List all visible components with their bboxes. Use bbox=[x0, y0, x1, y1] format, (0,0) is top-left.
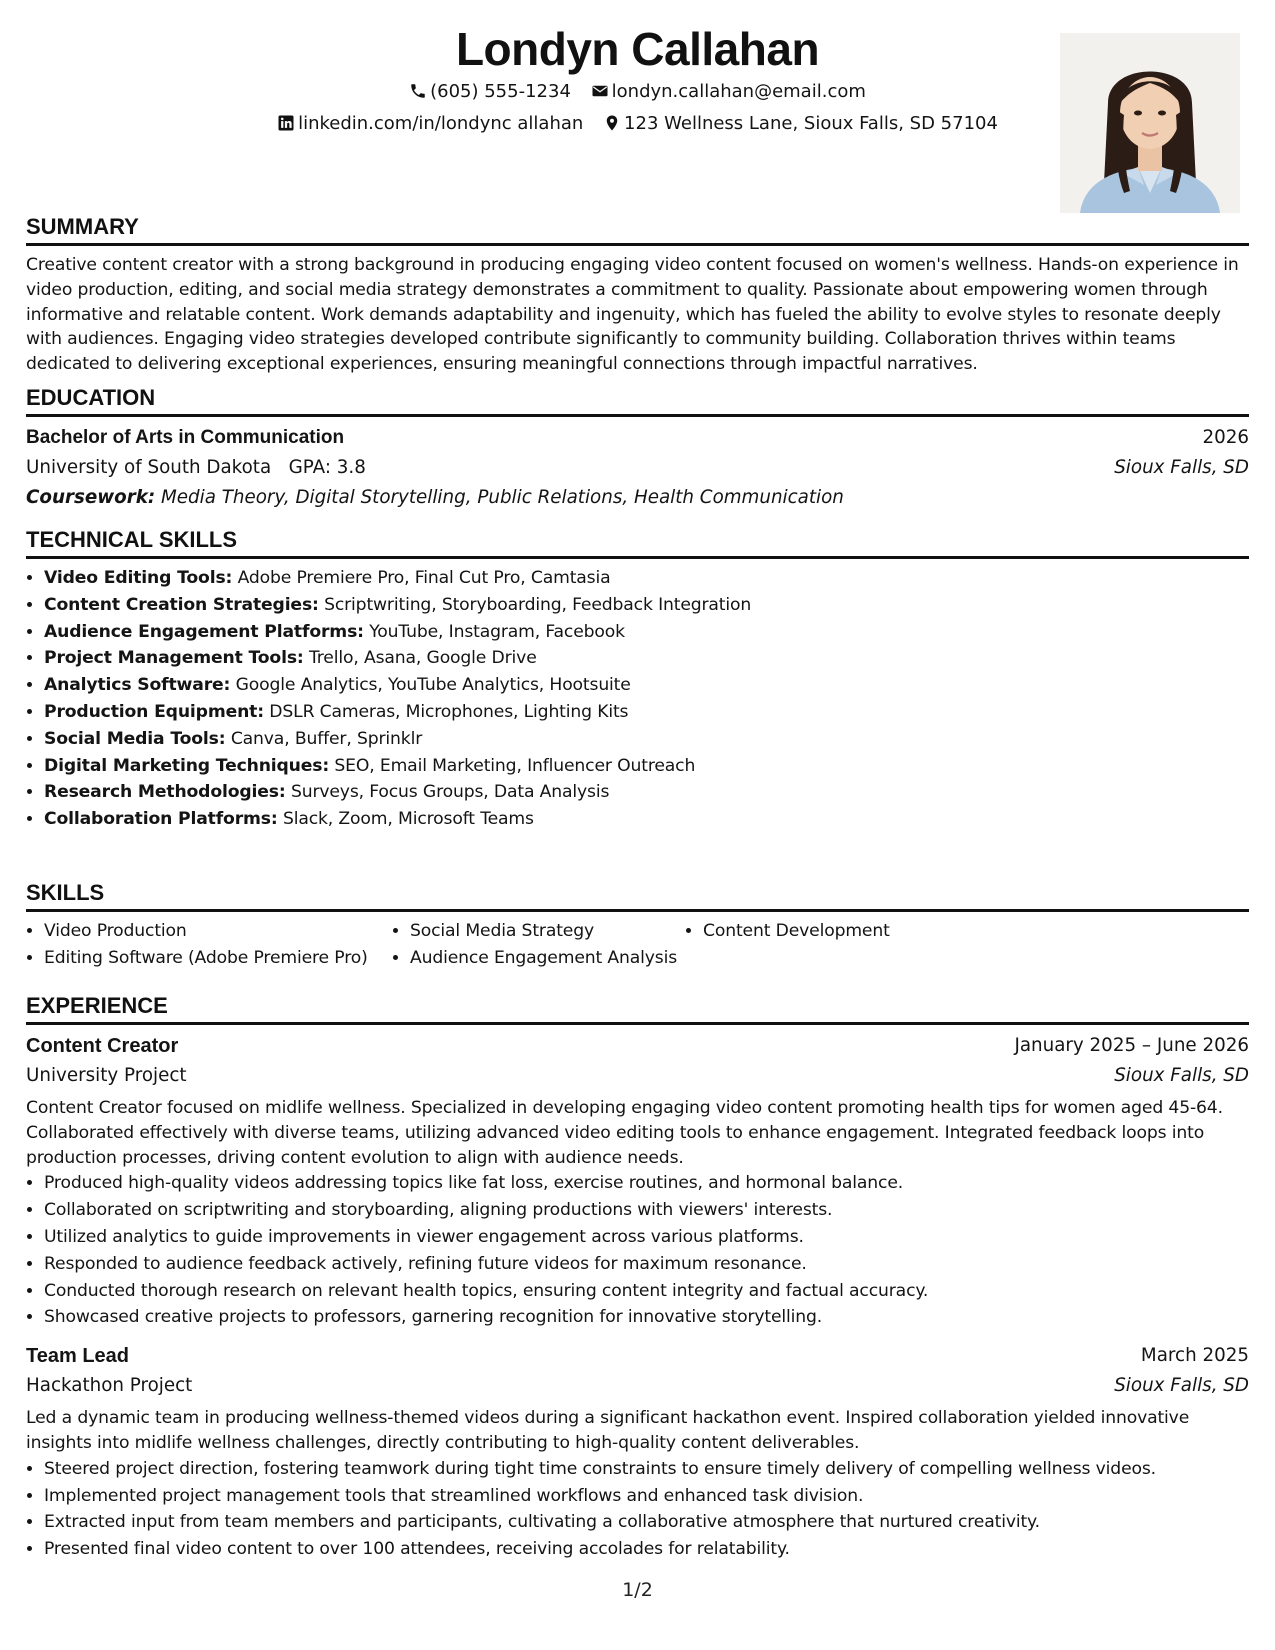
coursework bbox=[26, 483, 1249, 513]
list-item: • Digital Marketing Techniques: SEO, Email Marketing, Influencer Outreach bbox=[44, 753, 1249, 780]
job-bullets bbox=[26, 1456, 1249, 1563]
email-contact[interactable] bbox=[591, 81, 866, 102]
school-name: University of South Dakota bbox=[26, 457, 272, 478]
list-item: • Utilized analytics to guide improvements in viewer engagement across various platforms. bbox=[44, 1224, 1249, 1251]
phone-text: (605) 555-1234 bbox=[430, 80, 571, 102]
experience-section bbox=[26, 993, 1249, 1563]
phone-contact bbox=[409, 81, 571, 102]
gpa: GPA: 3.8 bbox=[288, 457, 366, 478]
email-text[interactable]: londyn.callahan@email.com bbox=[611, 80, 866, 102]
list-item: • Extracted input from team members and participants, cultivating a collaborative atmosphere that nurtured creativity. bbox=[44, 1509, 1249, 1536]
summary-section bbox=[26, 214, 1249, 377]
list-item: • Content Development bbox=[703, 918, 890, 945]
job-location: Sioux Falls, SD bbox=[1114, 1065, 1249, 1086]
address-text: 123 Wellness Lane, Sioux Falls, SD 57104 bbox=[624, 112, 998, 134]
list-item: • Video Editing Tools: Adobe Premiere Pro, Final Cut Pro, Camtasia bbox=[44, 565, 1249, 592]
list-item: • Presented final video content to over 100 attendees, receiving accolades for relatability. bbox=[44, 1536, 1249, 1563]
education-row-2 bbox=[26, 453, 1249, 483]
list-item: • Showcased creative projects to professors, garnering recognition for innovative storytelling. bbox=[44, 1304, 1249, 1331]
list-item: • Editing Software (Adobe Premiere Pro) bbox=[44, 945, 368, 972]
list-item: • Audience Engagement Analysis bbox=[410, 945, 677, 972]
linkedin-icon bbox=[277, 114, 295, 132]
job-entry bbox=[26, 1341, 1249, 1563]
envelope-icon bbox=[591, 82, 609, 100]
list-item: • Responded to audience feedback actively, refining future videos for maximum resonance. bbox=[44, 1251, 1249, 1278]
profile-photo bbox=[1060, 33, 1240, 213]
linkedin-text[interactable]: linkedin.com/in/londync allahan bbox=[298, 112, 584, 134]
job-location: Sioux Falls, SD bbox=[1114, 1375, 1249, 1397]
coursework-list: Media Theory, Digital Storytelling, Public Relations, Health Communication bbox=[161, 487, 844, 508]
job-description: Content Creator focused on midlife wellness. Specialized in developing engaging video content promoting health tips for women aged 45-64. Collaborated effectively with diverse teams, utilizing advanced video editing tools to enhance engagement. Integrated feedback loops into production processes, driving content evolution to align with audience needs. bbox=[26, 1098, 1223, 1168]
section-heading-skills: SKILLS bbox=[26, 880, 1249, 912]
technical-skills-section bbox=[26, 527, 1249, 833]
job-header-row bbox=[26, 1031, 1249, 1061]
list-item: • Production Equipment: DSLR Cameras, Microphones, Lighting Kits bbox=[44, 699, 1249, 726]
list-item: • Content Creation Strategies: Scriptwriting, Storyboarding, Feedback Integration bbox=[44, 592, 1249, 619]
list-item: • Project Management Tools: Trello, Asana, Google Drive bbox=[44, 645, 1249, 672]
page-number: 1/2 bbox=[622, 1579, 653, 1601]
job-entry bbox=[26, 1031, 1249, 1331]
job-title: Content Creator bbox=[26, 1035, 179, 1057]
list-item: • Produced high-quality videos addressing topics like fat loss, exercise routines, and hormonal balance. bbox=[44, 1170, 1249, 1197]
job-description: Led a dynamic team in producing wellness-themed videos during a significant hackathon event. Inspired collaboration yielded innovative insights into midlife wellness challenges, directly contributing to high-quality content deliverables. bbox=[26, 1408, 1190, 1453]
phone-icon bbox=[409, 82, 427, 100]
education-row-1 bbox=[26, 423, 1249, 453]
school-location: Sioux Falls, SD bbox=[1114, 457, 1249, 478]
job-org-row bbox=[26, 1061, 1249, 1091]
section-heading-education: EDUCATION bbox=[26, 385, 1249, 417]
skills-column-2 bbox=[392, 918, 677, 972]
list-item: • Collaborated on scriptwriting and storyboarding, aligning productions with viewers' interests. bbox=[44, 1197, 1249, 1224]
job-dates: January 2025 – June 2026 bbox=[1014, 1035, 1249, 1056]
list-item: • Steered project direction, fostering teamwork during tight time constraints to ensure timely delivery of compelling wellness videos. bbox=[44, 1456, 1249, 1483]
job-dates: March 2025 bbox=[1140, 1345, 1249, 1367]
section-heading-experience: EXPERIENCE bbox=[26, 993, 1249, 1025]
list-item: • Audience Engagement Platforms: YouTube, Instagram, Facebook bbox=[44, 619, 1249, 646]
skills-grid bbox=[26, 918, 1249, 976]
skills-section bbox=[26, 880, 1249, 976]
list-item: • Research Methodologies: Surveys, Focus Groups, Data Analysis bbox=[44, 779, 1249, 806]
section-heading-technical-skills: TECHNICAL SKILLS bbox=[26, 527, 1249, 559]
list-item: • Implemented project management tools that streamlined workflows and enhanced task division. bbox=[44, 1483, 1249, 1510]
graduation-year: 2026 bbox=[1202, 427, 1249, 448]
section-heading-summary: SUMMARY bbox=[26, 214, 1249, 246]
skills-column-3 bbox=[685, 918, 890, 945]
candidate-name: Londyn Callahan bbox=[455, 23, 820, 75]
job-organization: Hackathon Project bbox=[26, 1375, 193, 1397]
list-item: • Collaboration Platforms: Slack, Zoom, Microsoft Teams bbox=[44, 806, 1249, 833]
degree-title: Bachelor of Arts in Communication bbox=[26, 427, 345, 448]
list-item: • Social Media Tools: Canva, Buffer, Sprinklr bbox=[44, 726, 1249, 753]
job-header-row bbox=[26, 1341, 1249, 1371]
coursework-label: Coursework: bbox=[26, 487, 156, 508]
job-org-row bbox=[26, 1371, 1249, 1401]
summary-text: Creative content creator with a strong background in producing engaging video content focused on women's wellness. Hands-on experience in video production, editing, and social media strategy demonstrates a commitment to quality. Passionate about empowering women through informative and relatable content. Work demands adaptability and ingenuity, which has fueled the ability to evolve styles to resonate deeply with audiences. Engaging video strategies developed contribute significantly to community building. Collaboration thrives within teams dedicated to delivering exceptional experiences, ensuring meaningful connections through impactful narratives. bbox=[26, 255, 1239, 375]
education-section bbox=[26, 385, 1249, 513]
address-contact bbox=[603, 113, 998, 134]
linkedin-contact[interactable] bbox=[277, 113, 583, 134]
job-organization: University Project bbox=[26, 1065, 187, 1086]
list-item: • Conducted thorough research on relevant health topics, ensuring content integrity and factual accuracy. bbox=[44, 1278, 1249, 1305]
job-title: Team Lead bbox=[26, 1345, 129, 1368]
job-bullets bbox=[26, 1170, 1249, 1331]
map-pin-icon bbox=[603, 114, 621, 132]
technical-skills-list bbox=[26, 565, 1249, 833]
skills-column-1 bbox=[26, 918, 368, 972]
list-item: • Social Media Strategy bbox=[410, 918, 677, 945]
list-item: • Video Production bbox=[44, 918, 368, 945]
list-item: • Analytics Software: Google Analytics, YouTube Analytics, Hootsuite bbox=[44, 672, 1249, 699]
